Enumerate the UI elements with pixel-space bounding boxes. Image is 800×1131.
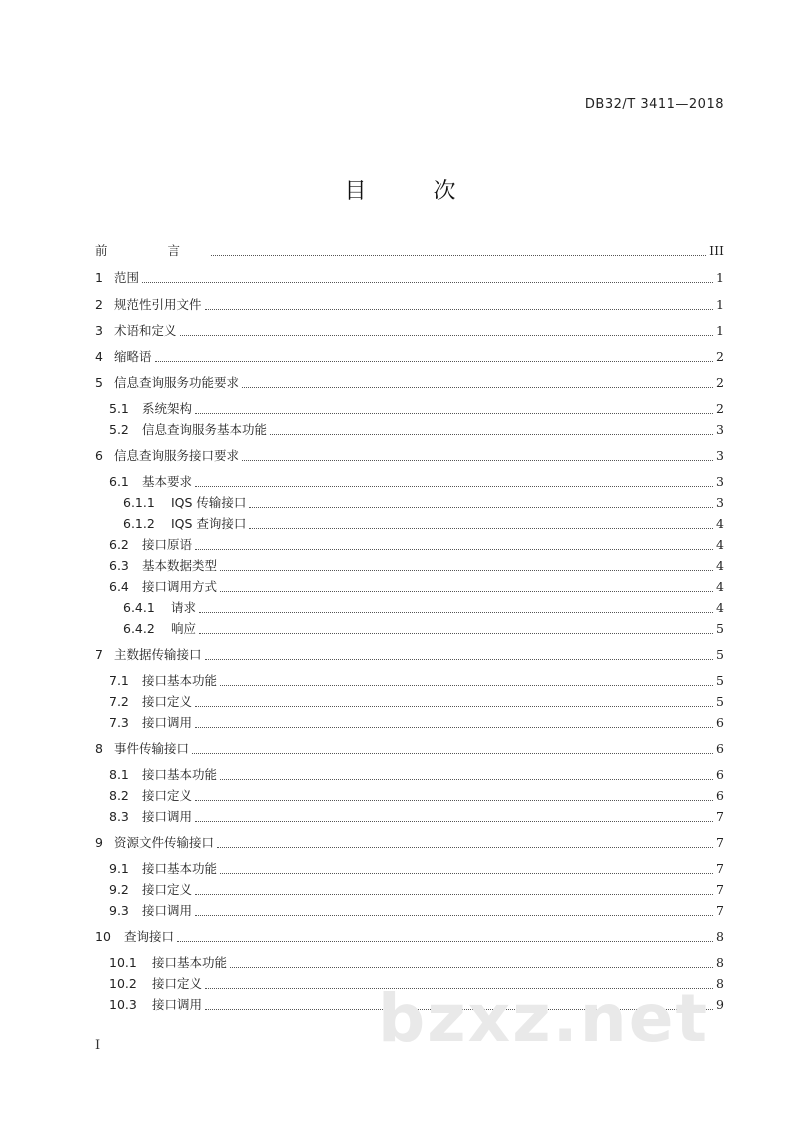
- toc-entry-number: 6.4.2: [123, 620, 155, 636]
- toc-entry[interactable]: [95, 471, 724, 491]
- toc-entry[interactable]: [95, 806, 724, 826]
- toc-entry-page: 8: [716, 928, 724, 944]
- dot-leader: [199, 621, 713, 634]
- toc-entry[interactable]: [95, 492, 724, 512]
- toc-entry-page: 7: [716, 860, 724, 876]
- toc-entry-title: 范围: [114, 270, 140, 285]
- toc-entry-number: 9: [95, 834, 103, 850]
- toc-entry-page: 4: [716, 515, 724, 531]
- toc-entry-number: 7: [95, 646, 103, 662]
- toc-entry-number: 5.1: [109, 400, 129, 416]
- dot-leader: [195, 788, 713, 801]
- toc-entry-title: 接口基本功能: [142, 861, 218, 876]
- standard-code: DB32/T 3411—2018: [584, 97, 724, 112]
- toc-entry-number: 3: [95, 322, 103, 338]
- dot-leader: [195, 474, 713, 487]
- toc-entry-title: 基本要求: [142, 474, 193, 489]
- toc-entry[interactable]: [95, 691, 724, 711]
- toc-entry-page: 7: [716, 902, 724, 918]
- toc-entry-number: 7.1: [109, 672, 129, 688]
- toc-entry-title: 接口定义: [142, 788, 193, 803]
- toc-entry-title: 接口调用: [142, 903, 193, 918]
- toc-entry-title: 术语和定义: [114, 323, 177, 338]
- toc-entry-page: 1: [716, 322, 724, 338]
- toc-entry-page: 1: [716, 296, 724, 312]
- dot-leader: [242, 375, 713, 388]
- toc-entry-page: 6: [716, 787, 724, 803]
- toc-entry-title: 事件传输接口: [114, 741, 190, 756]
- toc-entry-page: 4: [716, 536, 724, 552]
- toc-entry-page: 5: [716, 672, 724, 688]
- toc-entry-number: 5.2: [109, 421, 129, 437]
- toc-entry[interactable]: [95, 952, 724, 972]
- toc-entry-page: 5: [716, 620, 724, 636]
- toc-entry[interactable]: [95, 398, 724, 418]
- toc-entry-number: 9.1: [109, 860, 129, 876]
- toc-entry-number: 6.1.1: [123, 494, 155, 510]
- page-number: I: [95, 1038, 101, 1053]
- toc-entry[interactable]: [95, 785, 724, 805]
- toc-entry-page: 4: [716, 557, 724, 573]
- toc-entry[interactable]: [95, 764, 724, 784]
- watermark: bzxz.net: [378, 980, 710, 1057]
- toc-entry[interactable]: [95, 879, 724, 899]
- toc-entry-number: 6.4.1: [123, 599, 155, 615]
- toc-entry-title: 前 言: [95, 243, 208, 258]
- toc-entry[interactable]: [95, 372, 724, 392]
- toc-entry-number: 6: [95, 447, 103, 463]
- dot-leader: [155, 349, 714, 362]
- toc-entry-page: 8: [716, 975, 724, 991]
- dot-leader: [205, 297, 714, 310]
- toc-entry-number: 6.1.2: [123, 515, 155, 531]
- toc-entry-title: 查询接口: [124, 929, 175, 944]
- toc-entry-number: 8.2: [109, 787, 129, 803]
- dot-leader: [177, 929, 713, 942]
- toc-entry-number: 4: [95, 348, 103, 364]
- toc-entry-title: 接口基本功能: [152, 955, 228, 970]
- dot-leader: [230, 955, 713, 968]
- toc-entry-title: 基本数据类型: [142, 558, 218, 573]
- toc-entry[interactable]: [95, 670, 724, 690]
- toc-entry-number: 2: [95, 296, 103, 312]
- toc-entry-number: 8.3: [109, 808, 129, 824]
- toc-entry-page: 3: [716, 494, 724, 510]
- toc-entry-preface[interactable]: [95, 240, 724, 260]
- toc-entry[interactable]: [95, 320, 724, 340]
- toc-entry-number: 9.2: [109, 881, 129, 897]
- toc-entry-page: 7: [716, 881, 724, 897]
- toc-entry-number: 8.1: [109, 766, 129, 782]
- toc-entry-title: 接口调用: [142, 715, 193, 730]
- toc-entry-page: 7: [716, 834, 724, 850]
- page-title: 目 次: [344, 179, 486, 204]
- toc-entry-page: 7: [716, 808, 724, 824]
- toc-entry[interactable]: [95, 644, 724, 664]
- toc-entry-page: 3: [716, 421, 724, 437]
- toc-entry-page: 5: [716, 646, 724, 662]
- toc-entry-number: 7.2: [109, 693, 129, 709]
- toc-entry-title: 请求: [171, 600, 197, 615]
- toc-entry-number: 6.1: [109, 473, 129, 489]
- toc-entry-title: 接口基本功能: [142, 673, 218, 688]
- dot-leader: [270, 422, 713, 435]
- dot-leader: [192, 741, 713, 754]
- toc-entry-title: 接口原语: [142, 537, 193, 552]
- toc-entry[interactable]: [95, 926, 724, 946]
- toc-entry-page: 2: [716, 348, 724, 364]
- toc-entry-title: 信息查询服务功能要求: [114, 375, 240, 390]
- toc-entry-page: 8: [716, 954, 724, 970]
- toc-entry[interactable]: [95, 712, 724, 732]
- toc-entry[interactable]: [95, 346, 724, 366]
- toc-entry[interactable]: [95, 618, 724, 638]
- dot-leader: [249, 495, 713, 508]
- toc-entry-number: 7.3: [109, 714, 129, 730]
- toc-entry[interactable]: [95, 597, 724, 617]
- toc-entry[interactable]: [95, 576, 724, 596]
- toc-entry-number: 1: [95, 269, 103, 285]
- toc-entry-number: 10: [95, 928, 111, 944]
- dot-leader: [180, 323, 714, 336]
- toc-entry-page: 6: [716, 714, 724, 730]
- toc-entry-page: 2: [716, 400, 724, 416]
- toc-entry-title: 接口定义: [142, 882, 193, 897]
- toc-entry-page: 4: [716, 578, 724, 594]
- toc-entry-title: 接口基本功能: [142, 767, 218, 782]
- dot-leader: [195, 903, 713, 916]
- toc-entry-page: III: [709, 242, 724, 258]
- toc-entry-page: 4: [716, 599, 724, 615]
- dot-leader: [249, 516, 713, 529]
- toc-entry[interactable]: [95, 832, 724, 852]
- dot-leader: [195, 882, 713, 895]
- dot-leader: [195, 694, 713, 707]
- dot-leader: [142, 270, 713, 283]
- toc-entry-page: 2: [716, 374, 724, 390]
- toc-entry-number: 9.3: [109, 902, 129, 918]
- toc-entry-page: 6: [716, 766, 724, 782]
- toc-entry-number: 10.2: [109, 975, 137, 991]
- toc-entry-title: 系统架构: [142, 401, 193, 416]
- toc-entry-page: 9: [716, 996, 724, 1012]
- dot-leader: [220, 767, 713, 780]
- toc-entry[interactable]: [95, 513, 724, 533]
- dot-leader: [211, 243, 706, 256]
- dot-leader: [195, 809, 713, 822]
- toc-entry-number: 10.3: [109, 996, 137, 1012]
- dot-leader: [195, 537, 713, 550]
- toc-entry[interactable]: [95, 900, 724, 920]
- toc-entry-title: 规范性引用文件: [114, 297, 202, 312]
- toc-entry-number: 6.4: [109, 578, 129, 594]
- toc-entry-page: 6: [716, 740, 724, 756]
- dot-leader: [195, 401, 713, 414]
- dot-leader: [220, 579, 713, 592]
- toc-entry-title: 资源文件传输接口: [114, 835, 215, 850]
- toc-entry[interactable]: [95, 738, 724, 758]
- toc-entry[interactable]: [95, 555, 724, 575]
- dot-leader: [205, 647, 714, 660]
- toc-entry-title: 接口调用: [142, 809, 193, 824]
- toc-entry-page: 3: [716, 447, 724, 463]
- dot-leader: [195, 715, 713, 728]
- toc-entry-page: 3: [716, 473, 724, 489]
- toc-entry[interactable]: [95, 419, 724, 439]
- toc-entry[interactable]: [95, 445, 724, 465]
- dot-leader: [217, 835, 713, 848]
- toc-entry-number: 6.3: [109, 557, 129, 573]
- dot-leader: [199, 600, 713, 613]
- toc-entry-title: 接口调用: [152, 997, 203, 1012]
- toc-entry-title: 接口定义: [142, 694, 193, 709]
- toc-entry-page: 1: [716, 269, 724, 285]
- toc-entry-title: 接口调用方式: [142, 579, 218, 594]
- dot-leader: [220, 673, 713, 686]
- dot-leader: [220, 861, 713, 874]
- toc-entry-title: IQS 查询接口: [171, 516, 247, 531]
- toc-entry-page: 5: [716, 693, 724, 709]
- toc-entry-title: 信息查询服务基本功能: [142, 422, 268, 437]
- toc-entry-number: 6.2: [109, 536, 129, 552]
- toc-entry[interactable]: [95, 294, 724, 314]
- toc-entry[interactable]: [95, 267, 724, 287]
- dot-leader: [220, 558, 713, 571]
- dot-leader: [242, 448, 713, 461]
- toc-entry-number: 10.1: [109, 954, 137, 970]
- toc-entry-title: IQS 传输接口: [171, 495, 247, 510]
- toc-entry[interactable]: [95, 858, 724, 878]
- toc-entry-title: 缩略语: [114, 349, 152, 364]
- toc-entry-title: 主数据传输接口: [114, 647, 202, 662]
- toc-entry-number: 5: [95, 374, 103, 390]
- toc-entry-title: 响应: [171, 621, 197, 636]
- toc-entry-title: 信息查询服务接口要求: [114, 448, 240, 463]
- toc-entry-number: 8: [95, 740, 103, 756]
- toc-entry[interactable]: [95, 534, 724, 554]
- toc-entry-title: 接口定义: [152, 976, 203, 991]
